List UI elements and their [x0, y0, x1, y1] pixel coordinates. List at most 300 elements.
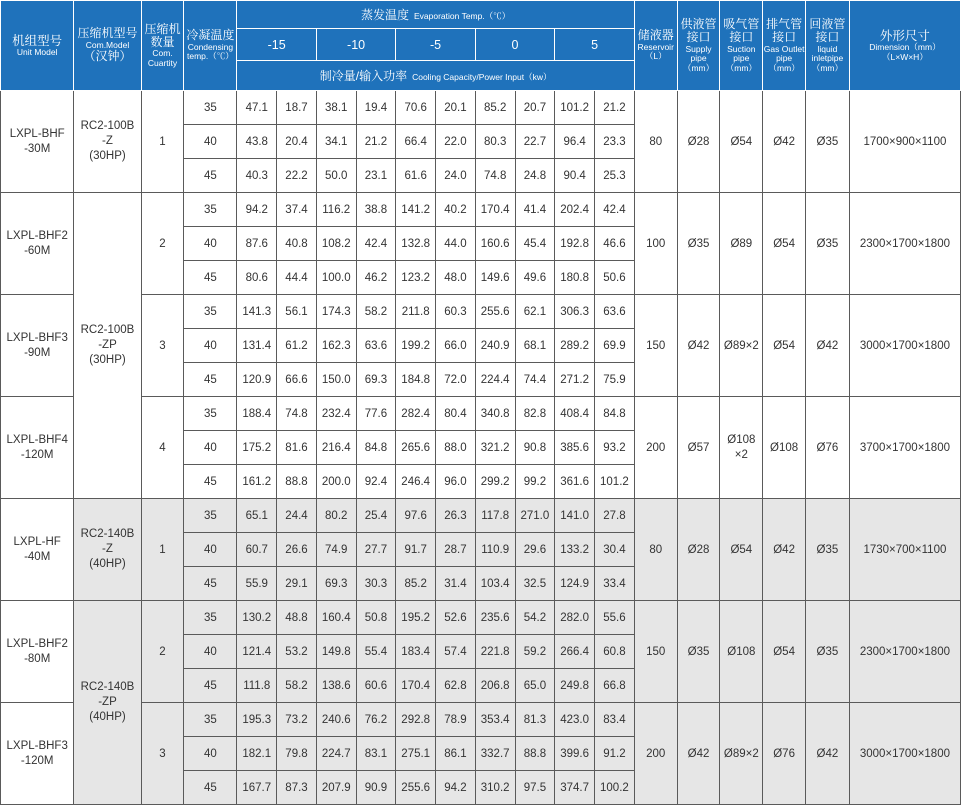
supply-pipe-value: Ø28 [677, 91, 720, 193]
value-cell: 45.4 [515, 227, 555, 261]
value-cell: 22.7 [515, 125, 555, 159]
value-cell: 224.4 [475, 363, 515, 397]
suction-pipe-value: Ø108 [720, 601, 763, 703]
value-cell: 160.4 [316, 601, 356, 635]
value-cell: 88.8 [515, 737, 555, 771]
value-cell: 46.6 [595, 227, 635, 261]
value-cell: 59.2 [515, 635, 555, 669]
header-gas-outlet-pipe: 排气管接口 Gas Outlet pipe（mm） [763, 1, 806, 91]
value-cell: 97.6 [396, 499, 436, 533]
value-cell: 42.4 [595, 193, 635, 227]
reservoir-value: 100 [634, 193, 677, 295]
value-cell: 70.6 [396, 91, 436, 125]
value-cell: 108.2 [316, 227, 356, 261]
table-row [1, 601, 961, 635]
value-cell: 289.2 [555, 329, 595, 363]
value-cell: 20.7 [515, 91, 555, 125]
compressor-quantity: 4 [141, 397, 184, 499]
condensing-temp: 45 [184, 261, 237, 295]
value-cell: 40.3 [237, 159, 277, 193]
value-cell: 74.4 [515, 363, 555, 397]
value-cell: 141.2 [396, 193, 436, 227]
value-cell: 130.2 [237, 601, 277, 635]
value-cell: 21.2 [595, 91, 635, 125]
value-cell: 275.1 [396, 737, 436, 771]
value-cell: 24.0 [436, 159, 476, 193]
value-cell: 78.9 [436, 703, 476, 737]
liquid-inlet-value: Ø35 [806, 499, 850, 601]
value-cell: 30.3 [356, 567, 396, 601]
value-cell: 63.6 [595, 295, 635, 329]
value-cell: 60.3 [436, 295, 476, 329]
value-cell: 216.4 [316, 431, 356, 465]
value-cell: 55.6 [595, 601, 635, 635]
value-cell: 86.1 [436, 737, 476, 771]
condensing-temp: 45 [184, 465, 237, 499]
value-cell: 55.9 [237, 567, 277, 601]
value-cell: 182.1 [237, 737, 277, 771]
value-cell: 61.2 [277, 329, 317, 363]
unit-model: LXPL-HF -40M [1, 499, 74, 601]
value-cell: 221.8 [475, 635, 515, 669]
value-cell: 133.2 [555, 533, 595, 567]
value-cell: 30.4 [595, 533, 635, 567]
condensing-temp: 40 [184, 329, 237, 363]
value-cell: 80.2 [316, 499, 356, 533]
reservoir-value: 150 [634, 601, 677, 703]
supply-pipe-value: Ø57 [677, 397, 720, 499]
value-cell: 18.7 [277, 91, 317, 125]
value-cell: 62.8 [436, 669, 476, 703]
value-cell: 255.6 [475, 295, 515, 329]
compressor-model: RC2-100B -ZP (30HP) [74, 193, 141, 499]
value-cell: 32.5 [515, 567, 555, 601]
value-cell: 170.4 [475, 193, 515, 227]
condensing-temp: 45 [184, 567, 237, 601]
value-cell: 65.0 [515, 669, 555, 703]
value-cell: 79.8 [277, 737, 317, 771]
value-cell: 33.4 [595, 567, 635, 601]
value-cell: 53.2 [277, 635, 317, 669]
compressor-model: RC2-100B -Z (30HP) [74, 91, 141, 193]
value-cell: 195.3 [237, 703, 277, 737]
value-cell: 88.0 [436, 431, 476, 465]
value-cell: 54.2 [515, 601, 555, 635]
header-dimension: 外形尺寸 Dimension（mm） （L×W×H） [849, 1, 960, 91]
reservoir-value: 80 [634, 499, 677, 601]
value-cell: 87.6 [237, 227, 277, 261]
dimension-value: 3700×1700×1800 [849, 397, 960, 499]
compressor-quantity: 3 [141, 295, 184, 397]
value-cell: 44.0 [436, 227, 476, 261]
value-cell: 423.0 [555, 703, 595, 737]
header-liquid-inlet-pipe: 回液管接口 liquid inletpipe（mm） [806, 1, 850, 91]
value-cell: 61.6 [396, 159, 436, 193]
unit-model: LXPL-BHF3 -120M [1, 703, 74, 805]
value-cell: 72.0 [436, 363, 476, 397]
suction-pipe-value: Ø89×2 [720, 295, 763, 397]
value-cell: 266.4 [555, 635, 595, 669]
value-cell: 42.4 [356, 227, 396, 261]
value-cell: 58.2 [277, 669, 317, 703]
gas-outlet-value: Ø54 [763, 295, 806, 397]
value-cell: 180.8 [555, 261, 595, 295]
unit-model: LXPL-BHF -30M [1, 91, 74, 193]
value-cell: 73.2 [277, 703, 317, 737]
condensing-temp: 40 [184, 635, 237, 669]
value-cell: 321.2 [475, 431, 515, 465]
suction-pipe-value: Ø89 [720, 193, 763, 295]
unit-model: LXPL-BHF3 -90M [1, 295, 74, 397]
value-cell: 74.8 [277, 397, 317, 431]
value-cell: 52.6 [436, 601, 476, 635]
value-cell: 81.3 [515, 703, 555, 737]
value-cell: 206.8 [475, 669, 515, 703]
reservoir-value: 80 [634, 91, 677, 193]
value-cell: 123.2 [396, 261, 436, 295]
value-cell: 76.2 [356, 703, 396, 737]
supply-pipe-value: Ø42 [677, 295, 720, 397]
value-cell: 385.6 [555, 431, 595, 465]
value-cell: 94.2 [436, 771, 476, 805]
value-cell: 188.4 [237, 397, 277, 431]
condensing-temp: 40 [184, 737, 237, 771]
value-cell: 195.2 [396, 601, 436, 635]
header-evap-temp-minus-15: -15 [237, 29, 316, 61]
value-cell: 103.4 [475, 567, 515, 601]
value-cell: 124.9 [555, 567, 595, 601]
compressor-model: RC2-140B -ZP (40HP) [74, 601, 141, 805]
value-cell: 232.4 [316, 397, 356, 431]
header-evaporation-temp: 蒸发温度 Evaporation Temp.（℃） [237, 1, 634, 29]
condensing-temp: 35 [184, 295, 237, 329]
liquid-inlet-value: Ø35 [806, 601, 850, 703]
value-cell: 21.2 [356, 125, 396, 159]
value-cell: 96.0 [436, 465, 476, 499]
value-cell: 120.9 [237, 363, 277, 397]
value-cell: 93.2 [595, 431, 635, 465]
condensing-temp: 35 [184, 91, 237, 125]
gas-outlet-value: Ø42 [763, 91, 806, 193]
value-cell: 100.2 [595, 771, 635, 805]
compressor-quantity: 2 [141, 601, 184, 703]
gas-outlet-value: Ø54 [763, 193, 806, 295]
value-cell: 62.1 [515, 295, 555, 329]
value-cell: 19.4 [356, 91, 396, 125]
value-cell: 48.0 [436, 261, 476, 295]
table-row [1, 295, 961, 329]
value-cell: 249.8 [555, 669, 595, 703]
value-cell: 90.8 [515, 431, 555, 465]
value-cell: 26.3 [436, 499, 476, 533]
liquid-inlet-value: Ø35 [806, 193, 850, 295]
value-cell: 38.1 [316, 91, 356, 125]
value-cell: 31.4 [436, 567, 476, 601]
value-cell: 399.6 [555, 737, 595, 771]
header-reservoir: 储液器 Reservoir（L） [634, 1, 677, 91]
value-cell: 91.2 [595, 737, 635, 771]
header-evap-temp-minus-5: -5 [396, 29, 475, 61]
value-cell: 57.4 [436, 635, 476, 669]
value-cell: 110.9 [475, 533, 515, 567]
value-cell: 211.8 [396, 295, 436, 329]
value-cell: 200.0 [316, 465, 356, 499]
value-cell: 240.9 [475, 329, 515, 363]
value-cell: 69.9 [595, 329, 635, 363]
value-cell: 24.4 [277, 499, 317, 533]
value-cell: 374.7 [555, 771, 595, 805]
value-cell: 265.6 [396, 431, 436, 465]
value-cell: 50.0 [316, 159, 356, 193]
header-supply-pipe: 供液管接口 Supply pipe（mm） [677, 1, 720, 91]
value-cell: 69.3 [356, 363, 396, 397]
header-condensing-temp: 冷凝温度 Condensing temp.（℃） [184, 1, 237, 91]
value-cell: 29.1 [277, 567, 317, 601]
value-cell: 66.0 [436, 329, 476, 363]
value-cell: 84.8 [356, 431, 396, 465]
value-cell: 83.1 [356, 737, 396, 771]
value-cell: 41.4 [515, 193, 555, 227]
value-cell: 235.6 [475, 601, 515, 635]
value-cell: 292.8 [396, 703, 436, 737]
value-cell: 149.8 [316, 635, 356, 669]
supply-pipe-value: Ø28 [677, 499, 720, 601]
condensing-temp: 40 [184, 533, 237, 567]
value-cell: 117.8 [475, 499, 515, 533]
gas-outlet-value: Ø54 [763, 601, 806, 703]
value-cell: 80.6 [237, 261, 277, 295]
value-cell: 58.2 [356, 295, 396, 329]
compressor-quantity: 3 [141, 703, 184, 805]
value-cell: 101.2 [595, 465, 635, 499]
value-cell: 74.9 [316, 533, 356, 567]
value-cell: 20.1 [436, 91, 476, 125]
gas-outlet-value: Ø42 [763, 499, 806, 601]
condensing-temp: 45 [184, 363, 237, 397]
unit-model: LXPL-BHF4 -120M [1, 397, 74, 499]
value-cell: 207.9 [316, 771, 356, 805]
value-cell: 56.1 [277, 295, 317, 329]
value-cell: 132.8 [396, 227, 436, 261]
condensing-temp: 35 [184, 193, 237, 227]
value-cell: 49.6 [515, 261, 555, 295]
value-cell: 224.7 [316, 737, 356, 771]
value-cell: 46.2 [356, 261, 396, 295]
value-cell: 282.0 [555, 601, 595, 635]
suction-pipe-value: Ø54 [720, 499, 763, 601]
table-row [1, 499, 961, 533]
value-cell: 81.6 [277, 431, 317, 465]
dimension-value: 1730×700×1100 [849, 499, 960, 601]
value-cell: 74.8 [475, 159, 515, 193]
value-cell: 255.6 [396, 771, 436, 805]
value-cell: 353.4 [475, 703, 515, 737]
value-cell: 50.8 [356, 601, 396, 635]
value-cell: 68.1 [515, 329, 555, 363]
value-cell: 202.4 [555, 193, 595, 227]
value-cell: 75.9 [595, 363, 635, 397]
value-cell: 90.9 [356, 771, 396, 805]
value-cell: 69.3 [316, 567, 356, 601]
compressor-quantity: 1 [141, 499, 184, 601]
unit-model: LXPL-BHF2 -60M [1, 193, 74, 295]
condensing-temp: 40 [184, 431, 237, 465]
condensing-temp: 45 [184, 159, 237, 193]
value-cell: 91.7 [396, 533, 436, 567]
compressor-model: RC2-140B -Z (40HP) [74, 499, 141, 601]
value-cell: 167.7 [237, 771, 277, 805]
value-cell: 116.2 [316, 193, 356, 227]
value-cell: 184.8 [396, 363, 436, 397]
value-cell: 101.2 [555, 91, 595, 125]
value-cell: 27.7 [356, 533, 396, 567]
value-cell: 240.6 [316, 703, 356, 737]
value-cell: 408.4 [555, 397, 595, 431]
value-cell: 85.2 [475, 91, 515, 125]
value-cell: 38.8 [356, 193, 396, 227]
value-cell: 97.5 [515, 771, 555, 805]
value-cell: 60.6 [356, 669, 396, 703]
value-cell: 299.2 [475, 465, 515, 499]
value-cell: 80.4 [436, 397, 476, 431]
supply-pipe-value: Ø35 [677, 601, 720, 703]
value-cell: 131.4 [237, 329, 277, 363]
value-cell: 43.8 [237, 125, 277, 159]
value-cell: 60.8 [595, 635, 635, 669]
value-cell: 183.4 [396, 635, 436, 669]
value-cell: 65.1 [237, 499, 277, 533]
header-cooling-capacity: 制冷量/输入功率 Cooling Capacity/Power Input（kw） [237, 61, 634, 91]
condensing-temp: 35 [184, 499, 237, 533]
compressor-quantity: 1 [141, 91, 184, 193]
value-cell: 77.6 [356, 397, 396, 431]
compressor-quantity: 2 [141, 193, 184, 295]
value-cell: 40.2 [436, 193, 476, 227]
suction-pipe-value: Ø89×2 [720, 703, 763, 805]
liquid-inlet-value: Ø42 [806, 703, 850, 805]
value-cell: 80.3 [475, 125, 515, 159]
value-cell: 88.8 [277, 465, 317, 499]
header-suction-pipe: 吸气管接口 Suction pipe（mm） [720, 1, 763, 91]
header-com-quantity: 压缩机数量 Com. Cuartity [141, 1, 184, 91]
value-cell: 246.4 [396, 465, 436, 499]
header-com-model: 压缩机型号 Com.Model （汉钟） [74, 1, 141, 91]
condensing-temp: 35 [184, 397, 237, 431]
gas-outlet-value: Ø76 [763, 703, 806, 805]
value-cell: 271.2 [555, 363, 595, 397]
value-cell: 25.3 [595, 159, 635, 193]
liquid-inlet-value: Ø42 [806, 295, 850, 397]
value-cell: 66.4 [396, 125, 436, 159]
table-row [1, 193, 961, 227]
value-cell: 40.8 [277, 227, 317, 261]
value-cell: 100.0 [316, 261, 356, 295]
value-cell: 83.4 [595, 703, 635, 737]
value-cell: 23.1 [356, 159, 396, 193]
value-cell: 47.1 [237, 91, 277, 125]
condensing-temp: 35 [184, 703, 237, 737]
value-cell: 310.2 [475, 771, 515, 805]
header-unit-model: 机组型号 Unit Model [1, 1, 74, 91]
value-cell: 141.0 [555, 499, 595, 533]
reservoir-value: 150 [634, 295, 677, 397]
value-cell: 87.3 [277, 771, 317, 805]
suction-pipe-value: Ø54 [720, 91, 763, 193]
value-cell: 20.4 [277, 125, 317, 159]
value-cell: 96.4 [555, 125, 595, 159]
value-cell: 174.3 [316, 295, 356, 329]
condensing-temp: 35 [184, 601, 237, 635]
header-evap-temp-0: 0 [475, 29, 554, 61]
value-cell: 48.8 [277, 601, 317, 635]
value-cell: 22.2 [277, 159, 317, 193]
value-cell: 60.7 [237, 533, 277, 567]
value-cell: 66.6 [277, 363, 317, 397]
value-cell: 332.7 [475, 737, 515, 771]
condensing-temp: 40 [184, 125, 237, 159]
condensing-temp: 45 [184, 771, 237, 805]
value-cell: 27.8 [595, 499, 635, 533]
value-cell: 149.6 [475, 261, 515, 295]
value-cell: 50.6 [595, 261, 635, 295]
value-cell: 90.4 [555, 159, 595, 193]
dimension-value: 1700×900×1100 [849, 91, 960, 193]
value-cell: 282.4 [396, 397, 436, 431]
value-cell: 22.0 [436, 125, 476, 159]
value-cell: 161.2 [237, 465, 277, 499]
suction-pipe-value: Ø108 ×2 [720, 397, 763, 499]
reservoir-value: 200 [634, 397, 677, 499]
value-cell: 271.0 [515, 499, 555, 533]
dimension-value: 3000×1700×1800 [849, 703, 960, 805]
value-cell: 175.2 [237, 431, 277, 465]
dimension-value: 2300×1700×1800 [849, 601, 960, 703]
table-row [1, 397, 961, 431]
condensing-temp: 45 [184, 669, 237, 703]
value-cell: 160.6 [475, 227, 515, 261]
value-cell: 94.2 [237, 193, 277, 227]
value-cell: 44.4 [277, 261, 317, 295]
value-cell: 150.0 [316, 363, 356, 397]
value-cell: 26.6 [277, 533, 317, 567]
value-cell: 121.4 [237, 635, 277, 669]
value-cell: 28.7 [436, 533, 476, 567]
reservoir-value: 200 [634, 703, 677, 805]
header-evap-temp-minus-10: -10 [316, 29, 395, 61]
value-cell: 361.6 [555, 465, 595, 499]
condensing-temp: 40 [184, 227, 237, 261]
value-cell: 92.4 [356, 465, 396, 499]
value-cell: 25.4 [356, 499, 396, 533]
table-row [1, 703, 961, 737]
value-cell: 99.2 [515, 465, 555, 499]
supply-pipe-value: Ø42 [677, 703, 720, 805]
value-cell: 55.4 [356, 635, 396, 669]
dimension-value: 3000×1700×1800 [849, 295, 960, 397]
value-cell: 306.3 [555, 295, 595, 329]
dimension-value: 2300×1700×1800 [849, 193, 960, 295]
value-cell: 138.6 [316, 669, 356, 703]
value-cell: 29.6 [515, 533, 555, 567]
value-cell: 66.8 [595, 669, 635, 703]
unit-model: LXPL-BHF2 -80M [1, 601, 74, 703]
liquid-inlet-value: Ø76 [806, 397, 850, 499]
value-cell: 84.8 [595, 397, 635, 431]
liquid-inlet-value: Ø35 [806, 91, 850, 193]
value-cell: 34.1 [316, 125, 356, 159]
value-cell: 37.4 [277, 193, 317, 227]
value-cell: 340.8 [475, 397, 515, 431]
